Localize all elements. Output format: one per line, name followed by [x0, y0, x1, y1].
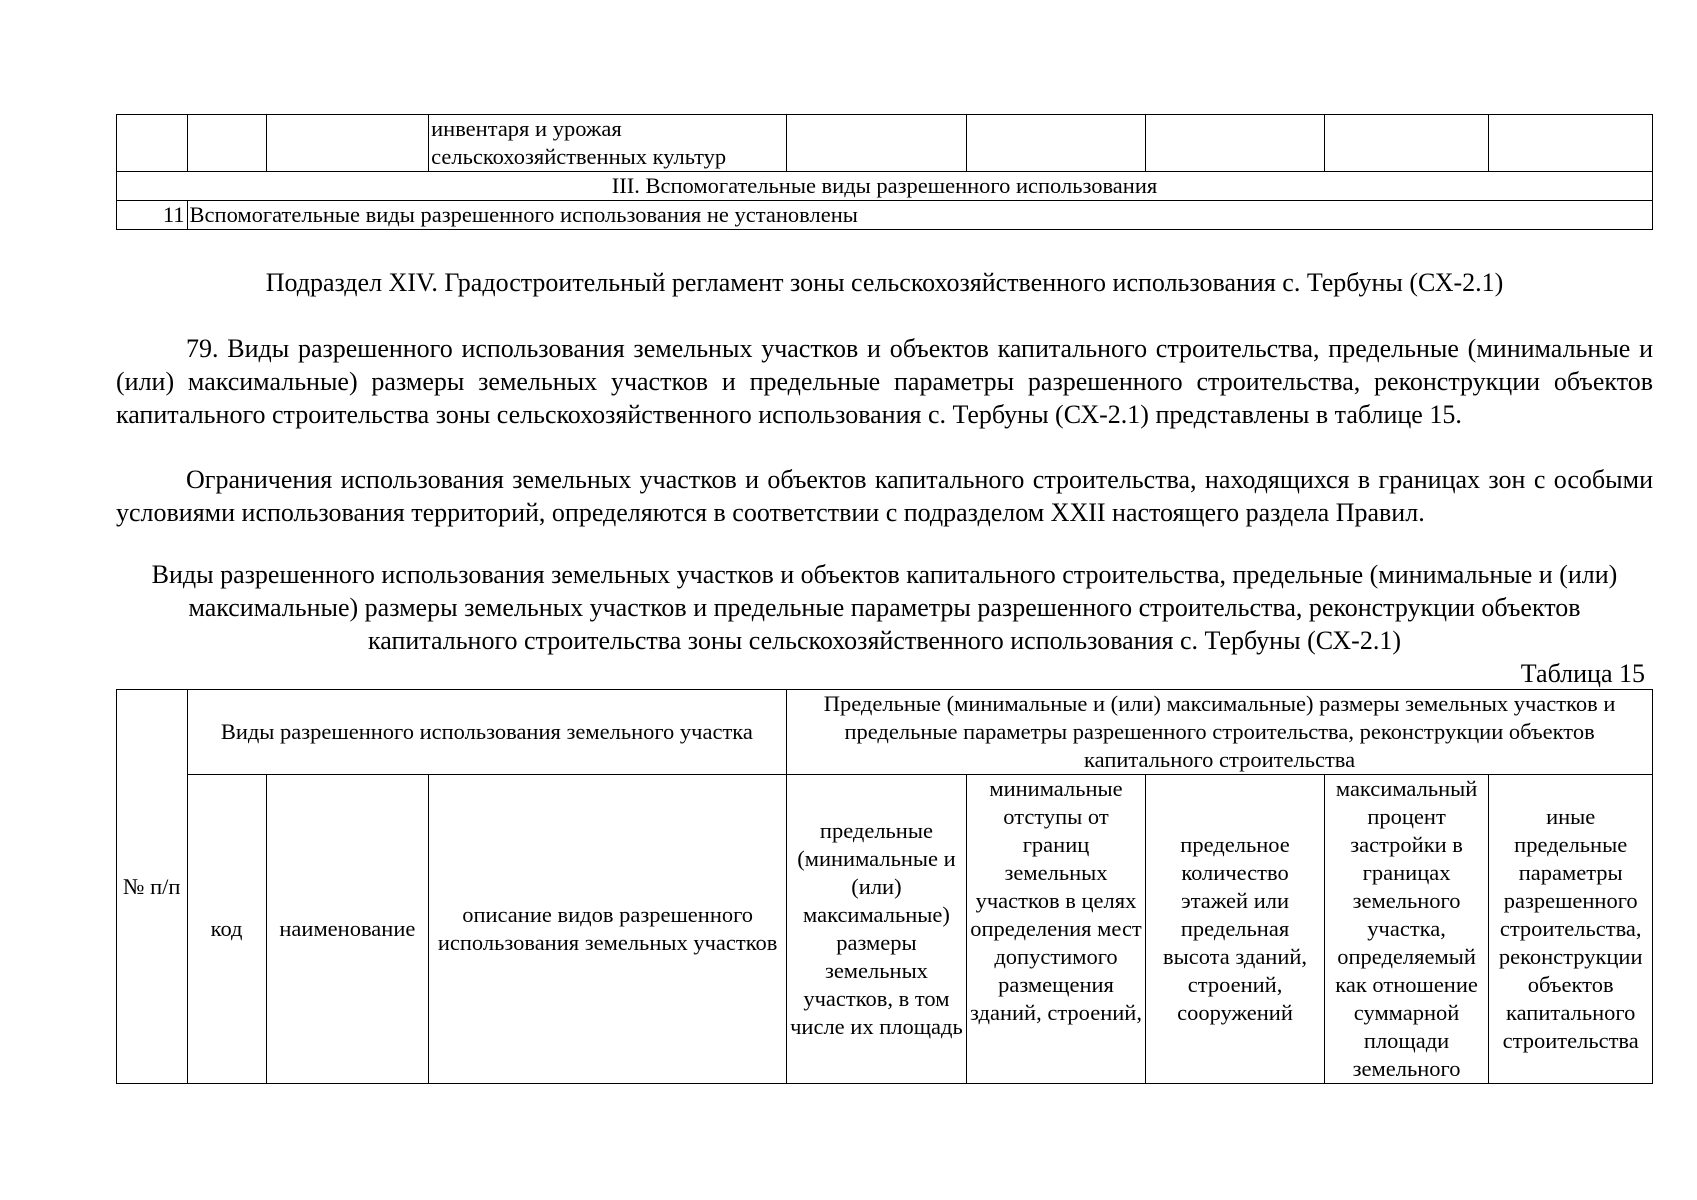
col-header-coverage: максимальный процент застройки в границах земельного участка, определяемый как отношение суммарной площади земельного — [1324, 775, 1489, 1084]
paragraph-limitations: Ограничения использования земельных участков и объектов капитального строительства, находящихся в границах зон с особыми условиями использования территорий, определяются в соответствии с подразделом XXII настоящего раздела Правил. — [116, 465, 1653, 527]
table-section-row — [117, 172, 1653, 201]
table-15 — [116, 689, 1653, 1084]
table-caption: Виды разрешенного использования земельных участков и объектов капитального строительства, предельные (минимальные и (или) максимальные) размеры земельных участков и предельные параметры разрешенного строительства, реконструкции объектов капитального строительства зоны сельскохозяйственного использования с. Тербуны (СХ-2.1) — [151, 560, 1618, 655]
table-cell-description: инвентаря и урожая сельскохозяйственных культур — [429, 115, 787, 172]
col-header-other: иные предельные параметры разрешенного строительства, реконструкции объектов капитального строительства — [1489, 775, 1653, 1084]
col-group-uses: Виды разрешенного использования земельного участка — [187, 690, 787, 775]
table-number: Таблица 15 — [1520, 659, 1645, 688]
subsection-heading: Подраздел XIV. Градостроительный регламент зоны сельскохозяйственного использования с. Тербуны (СХ-2.1) — [265, 268, 1504, 297]
col-header-number: № п/п — [117, 690, 188, 1084]
previous-table-continuation — [116, 114, 1653, 230]
table-header-row — [117, 690, 1653, 775]
section-heading: III. Вспомогательные виды разрешенного использования — [117, 172, 1653, 201]
col-header-setbacks: минимальные отступы от границ земельных участков в целях определения мест допустимого размещения зданий, строений, — [966, 775, 1146, 1084]
table-header-row — [117, 775, 1653, 1084]
col-header-plot-size: предельные (минимальные и (или) максимальные) размеры земельных участков, в том числе их площадь — [787, 775, 967, 1084]
col-header-name: наименование — [266, 775, 428, 1084]
col-group-limits: Предельные (минимальные и (или) максимальные) размеры земельных участков и предельные параметры разрешенного строительства, реконструкции объектов капитального строительства — [787, 690, 1653, 775]
table-row — [117, 115, 1653, 172]
col-header-floors: предельное количество этажей или предельная высота зданий, строений, сооружений — [1146, 775, 1325, 1084]
col-header-code: код — [187, 775, 266, 1084]
row-number: 11 — [117, 201, 188, 230]
table-row — [117, 201, 1653, 230]
col-header-description: описание видов разрешенного использования земельных участков — [429, 775, 787, 1084]
row-text: Вспомогательные виды разрешенного использования не установлены — [187, 201, 1652, 230]
paragraph-79: 79. Виды разрешенного использования земельных участков и объектов капитального строительства, предельные (минимальные и (или) максимальные) размеры земельных участков и предельные параметры разрешенного строительства, реконструкции объектов капитального строительства зоны сельскохозяйственного использования с. Тербуны (СХ-2.1) представлены в таблице 15. — [116, 334, 1653, 429]
